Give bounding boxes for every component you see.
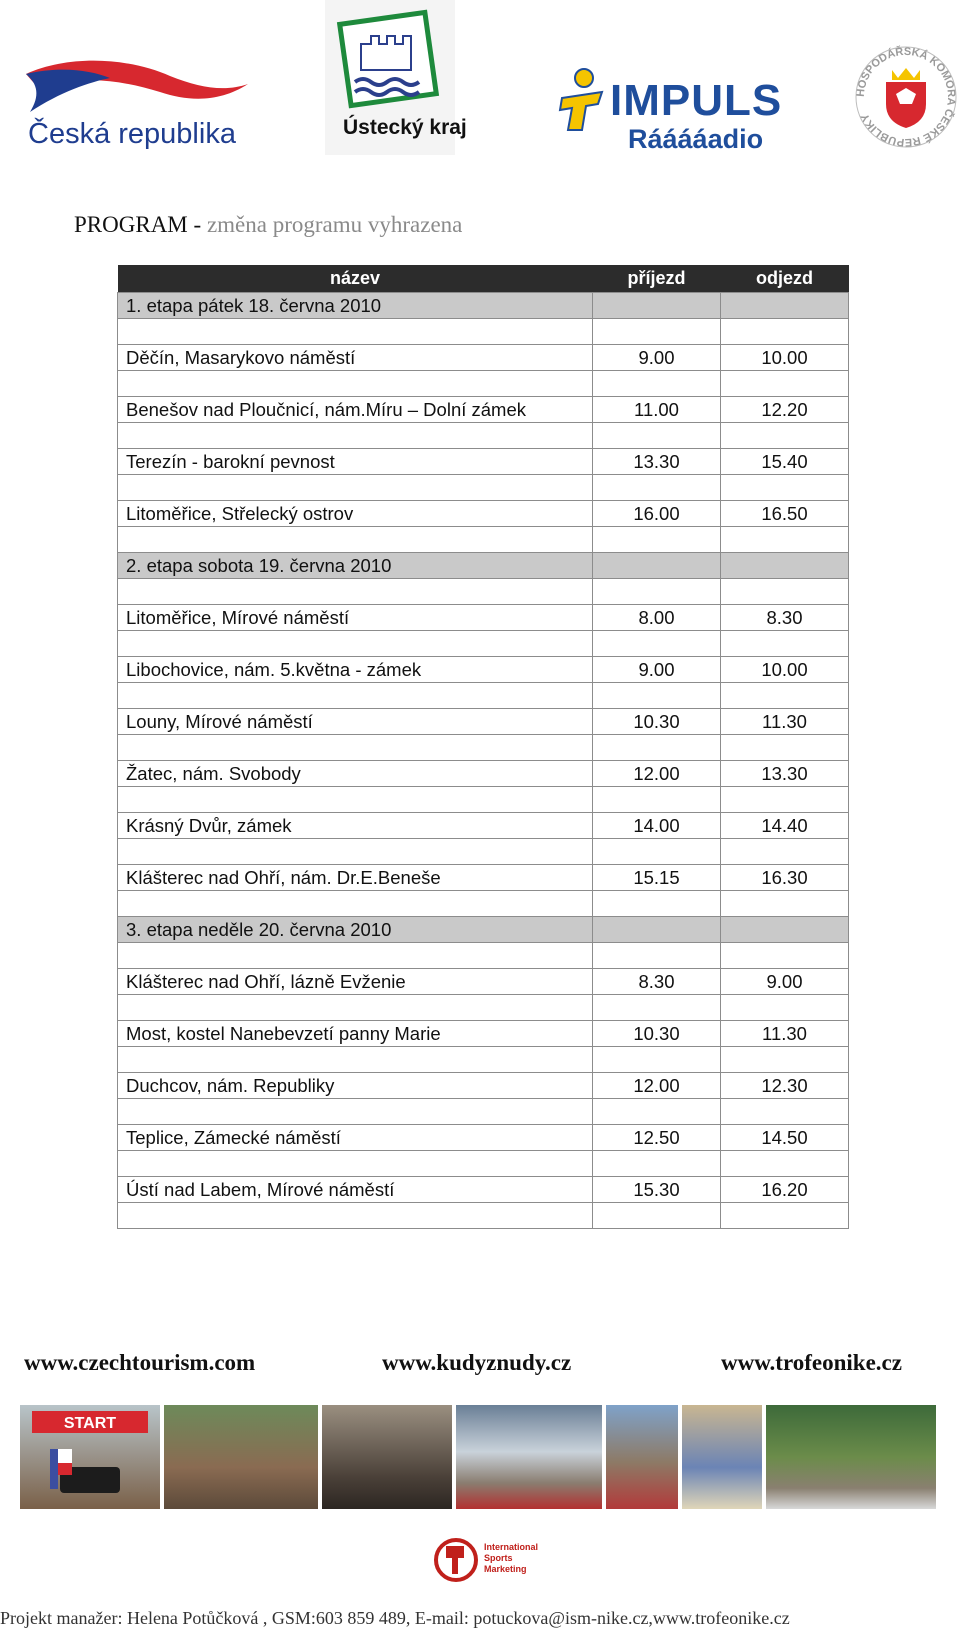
departure-time: 14.50 (721, 1125, 849, 1151)
spacer-cell (721, 683, 849, 709)
schedule-body (118, 293, 849, 1229)
spacer-row (118, 1203, 849, 1229)
spacer-cell (118, 527, 593, 553)
arrival-time: 9.00 (593, 657, 721, 683)
header-arrival: příjezd (593, 265, 721, 293)
arrival-time: 16.00 (593, 501, 721, 527)
spacer-row (118, 995, 849, 1021)
spacer-row (118, 839, 849, 865)
table-row (118, 709, 849, 735)
photo-cars (456, 1405, 602, 1509)
spacer-row (118, 371, 849, 397)
impuls-wordmark: IMPULS (610, 76, 783, 125)
location-name: Děčín, Masarykovo náměstí (118, 345, 593, 371)
location-name: Libochovice, nám. 5.května - zámek (118, 657, 593, 683)
schedule-table (117, 265, 849, 1229)
chamber-seal-icon (852, 42, 960, 152)
departure-time: 12.20 (721, 397, 849, 423)
ceska-republika-logo (20, 52, 250, 162)
location-name: Louny, Mírové náměstí (118, 709, 593, 735)
table-row (118, 657, 849, 683)
departure-time: 11.30 (721, 1021, 849, 1047)
departure-time: 14.40 (721, 813, 849, 839)
table-row (118, 501, 849, 527)
stage-empty-cell (593, 553, 721, 579)
spacer-cell (593, 423, 721, 449)
ism-logo (432, 1536, 552, 1586)
arrival-time: 15.30 (593, 1177, 721, 1203)
header-departure: odjezd (721, 265, 849, 293)
impuls-subtitle: Rááááadio (628, 124, 764, 154)
spacer-cell (721, 943, 849, 969)
spacer-cell (118, 423, 593, 449)
svg-text:HOSPODÁŘSKÁ KOMORA ČESKÉ REPUB: HOSPODÁŘSKÁ KOMORA ČESKÉ REPUBLIKY (854, 45, 958, 149)
spacer-cell (118, 1203, 593, 1229)
location-name: Terezín - barokní pevnost (118, 449, 593, 475)
spacer-row (118, 787, 849, 813)
spacer-row (118, 943, 849, 969)
stage-empty-cell (593, 293, 721, 319)
stage-row (118, 553, 849, 579)
spacer-cell (721, 1203, 849, 1229)
spacer-cell (118, 319, 593, 345)
location-name: Duchcov, nám. Republiky (118, 1073, 593, 1099)
ceska-republika-wordmark: Česká republika (28, 118, 236, 150)
svg-text:START: START (63, 1415, 117, 1432)
photo-crowd (164, 1405, 318, 1509)
arrival-time: 12.50 (593, 1125, 721, 1151)
spacer-cell (593, 943, 721, 969)
spacer-cell (118, 1047, 593, 1073)
stage-label: 2. etapa sobota 19. června 2010 (118, 553, 593, 579)
spacer-cell (593, 787, 721, 813)
location-name: Žatec, nám. Svobody (118, 761, 593, 787)
ustecky-kraj-logo (325, 0, 467, 155)
spacer-cell (721, 839, 849, 865)
table-row (118, 345, 849, 371)
spacer-cell (721, 579, 849, 605)
departure-time: 12.30 (721, 1073, 849, 1099)
photo-start-line (20, 1405, 160, 1509)
table-row (118, 449, 849, 475)
stage-label: 1. etapa pátek 18. června 2010 (118, 293, 593, 319)
arrival-time: 10.30 (593, 1021, 721, 1047)
spacer-cell (721, 787, 849, 813)
stage-label: 3. etapa neděle 20. června 2010 (118, 917, 593, 943)
ism-wordmark: International Sports Marketing (484, 1542, 539, 1574)
location-name: Klášterec nad Ohří, nám. Dr.E.Beneše (118, 865, 593, 891)
arrival-time: 15.15 (593, 865, 721, 891)
spacer-cell (593, 579, 721, 605)
impuls-radio-logo (552, 68, 783, 160)
spacer-cell (721, 423, 849, 449)
arrival-time: 12.00 (593, 761, 721, 787)
location-name: Benešov nad Ploučnicí, nám.Míru – Dolní zámek (118, 397, 593, 423)
spacer-cell (593, 631, 721, 657)
table-row (118, 397, 849, 423)
departure-time: 10.00 (721, 345, 849, 371)
location-name: Krásný Dvůr, zámek (118, 813, 593, 839)
spacer-cell (593, 527, 721, 553)
spacer-cell (593, 475, 721, 501)
location-name: Klášterec nad Ohří, lázně Evženie (118, 969, 593, 995)
stage-empty-cell (593, 917, 721, 943)
arrival-time: 14.00 (593, 813, 721, 839)
spacer-cell (118, 787, 593, 813)
table-row (118, 761, 849, 787)
spacer-cell (593, 839, 721, 865)
spacer-cell (593, 1151, 721, 1177)
arrival-time: 11.00 (593, 397, 721, 423)
location-name: Ústí nad Labem, Mírové náměstí (118, 1177, 593, 1203)
photo-carriage (766, 1405, 936, 1509)
ism-emblem-icon (432, 1536, 480, 1584)
spacer-cell (721, 1047, 849, 1073)
spacer-cell (118, 371, 593, 397)
spacer-cell (721, 319, 849, 345)
spacer-cell (721, 891, 849, 917)
spacer-cell (593, 319, 721, 345)
table-header-row (118, 265, 849, 293)
program-heading (74, 212, 462, 238)
spacer-cell (118, 735, 593, 761)
photo-castle (606, 1405, 678, 1509)
spacer-cell (593, 371, 721, 397)
spacer-cell (593, 1099, 721, 1125)
spacer-cell (721, 735, 849, 761)
spacer-row (118, 683, 849, 709)
table-row (118, 969, 849, 995)
spacer-row (118, 1099, 849, 1125)
spacer-row (118, 735, 849, 761)
departure-time: 11.30 (721, 709, 849, 735)
spacer-cell (118, 1099, 593, 1125)
spacer-cell (118, 891, 593, 917)
spacer-cell (118, 579, 593, 605)
spacer-row (118, 423, 849, 449)
website-link[interactable]: www.czechtourism.com (24, 1350, 256, 1375)
departure-time: 16.20 (721, 1177, 849, 1203)
stage-empty-cell (721, 553, 849, 579)
spacer-row (118, 631, 849, 657)
table-row (118, 1073, 849, 1099)
location-name: Litoměřice, Střelecký ostrov (118, 501, 593, 527)
photo-strip (20, 1405, 940, 1509)
table-row (118, 1021, 849, 1047)
spacer-cell (721, 995, 849, 1021)
departure-time: 13.30 (721, 761, 849, 787)
spacer-cell (593, 683, 721, 709)
spacer-cell (721, 371, 849, 397)
castle-wave-emblem-icon (325, 0, 455, 112)
spacer-row (118, 579, 849, 605)
website-link[interactable]: www.kudyznudy.cz (382, 1350, 572, 1375)
arrival-time: 10.30 (593, 709, 721, 735)
stage-empty-cell (721, 293, 849, 319)
spacer-row (118, 319, 849, 345)
photo-band (682, 1405, 762, 1509)
spacer-cell (721, 475, 849, 501)
departure-time: 10.00 (721, 657, 849, 683)
arrival-time: 12.00 (593, 1073, 721, 1099)
spacer-cell (593, 1203, 721, 1229)
website-link[interactable]: www.trofeonike.cz (721, 1350, 902, 1375)
spacer-row (118, 475, 849, 501)
spacer-cell (721, 631, 849, 657)
program-separator: - (193, 212, 202, 237)
ceska-republika-flag-icon (20, 52, 250, 122)
departure-time: 16.50 (721, 501, 849, 527)
stage-row (118, 917, 849, 943)
spacer-cell (118, 683, 593, 709)
spacer-cell (593, 995, 721, 1021)
table-row (118, 865, 849, 891)
spacer-cell (593, 735, 721, 761)
hospodarska-komora-logo (852, 42, 960, 152)
location-name: Most, kostel Nanebevzetí panny Marie (118, 1021, 593, 1047)
spacer-cell (118, 631, 593, 657)
location-name: Teplice, Zámecké náměstí (118, 1125, 593, 1151)
departure-time: 16.30 (721, 865, 849, 891)
departure-time: 15.40 (721, 449, 849, 475)
footer-contact: Projekt manažer: Helena Potůčková , GSM:603 859 489, E-mail: potuckova@ism-nike.cz,www.trofeonike.cz (0, 1608, 790, 1628)
photo-interview (322, 1405, 452, 1509)
table-row (118, 1125, 849, 1151)
program-title: PROGRAM (74, 212, 188, 237)
ustecky-kraj-wordmark: Ústecký kraj (343, 116, 467, 139)
arrival-time: 9.00 (593, 345, 721, 371)
table-row (118, 605, 849, 631)
departure-time: 8.30 (721, 605, 849, 631)
table-row (118, 813, 849, 839)
stage-row (118, 293, 849, 319)
spacer-row (118, 891, 849, 917)
spacer-cell (721, 527, 849, 553)
spacer-row (118, 527, 849, 553)
arrival-time: 8.30 (593, 969, 721, 995)
spacer-cell (118, 1151, 593, 1177)
header-name: název (118, 265, 593, 293)
spacer-cell (118, 475, 593, 501)
departure-time: 9.00 (721, 969, 849, 995)
arrival-time: 13.30 (593, 449, 721, 475)
spacer-row (118, 1047, 849, 1073)
stage-empty-cell (721, 917, 849, 943)
spacer-cell (593, 1047, 721, 1073)
location-name: Litoměřice, Mírové náměstí (118, 605, 593, 631)
spacer-cell (721, 1151, 849, 1177)
spacer-cell (118, 839, 593, 865)
arrival-time: 8.00 (593, 605, 721, 631)
spacer-cell (118, 943, 593, 969)
spacer-cell (721, 1099, 849, 1125)
spacer-row (118, 1151, 849, 1177)
spacer-cell (593, 891, 721, 917)
spacer-cell (118, 995, 593, 1021)
program-note: změna programu vyhrazena (206, 212, 463, 237)
table-row (118, 1177, 849, 1203)
